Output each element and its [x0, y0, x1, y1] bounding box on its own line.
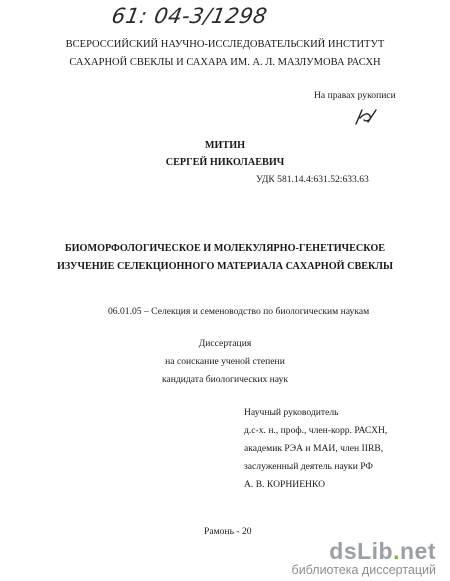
author-name: СЕРГЕЙ НИКОЛАЕВИЧ [165, 157, 285, 168]
specialty-line: 06.01.05 – Селекция и семеноводство по биологическим наукам [108, 306, 370, 317]
dslib-watermark [292, 539, 436, 577]
dissertation-label: Диссертация [198, 338, 252, 349]
author-surname: МИТИН [204, 140, 246, 151]
manuscript-rights: На правах рукописи [314, 90, 396, 101]
supervisor-credentials-1: д.с-х. н., проф., член-корр. РАСХН, [244, 425, 388, 436]
supervisor-credentials-3: заслуженный деятель науки РФ [244, 461, 373, 472]
title-line-2: ИЗУЧЕНИЕ СЕЛЕКЦИОННОГО МАТЕРИАЛА САХАРНОЙ СВЕКЛЫ [56, 261, 394, 272]
title-line-1: БИОМОРФОЛОГИЧЕСКОЕ И МОЛЕКУЛЯРНО-ГЕНЕТИЧЕСКОЕ [64, 243, 386, 254]
udk-code: УДК 581.14.4:631.52:633.63 [256, 174, 369, 185]
supervisor-heading: Научный руководитель [244, 407, 339, 418]
supervisor-credentials-2: академик РЭА и МАИ, член IIRB, [244, 443, 384, 454]
degree-field: кандидата биологических наук [161, 374, 289, 385]
degree-line: на соискание ученой степени [165, 356, 285, 367]
archive-code: 61: 04-3/1298 [109, 4, 270, 28]
signature-mark [352, 104, 380, 128]
institute-line-1: ВСЕРОССИЙСКИЙ НАУЧНО-ИССЛЕДОВАТЕЛЬСКИЙ ИНСТИТУТ [65, 39, 385, 50]
watermark-subtitle: библиотека диссертаций [291, 563, 436, 577]
supervisor-name: А. В. КОРНИЕНКО [244, 479, 326, 490]
place-year: Рамонь - 20 [204, 526, 252, 537]
institute-line-2: САХАРНОЙ СВЕКЛЫ И САХАРА ИМ. А. Л. МАЗЛУМОВА РАСХН [69, 57, 381, 68]
supervisor-block [244, 404, 387, 494]
watermark-logo: dsLib.net [329, 538, 436, 564]
